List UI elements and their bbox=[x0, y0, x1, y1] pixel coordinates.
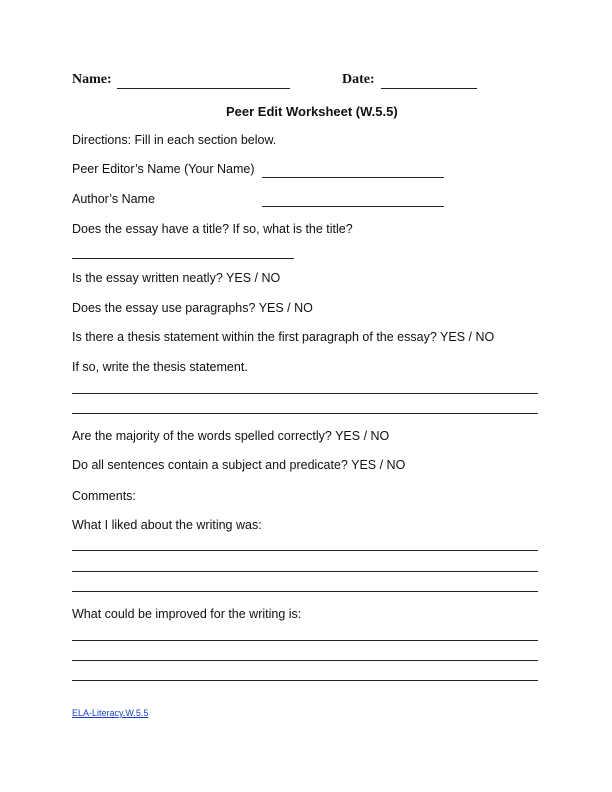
paragraphs-question: Does the essay use paragraphs? YES / NO bbox=[72, 301, 313, 315]
name-label: Name: bbox=[72, 72, 112, 87]
peer-editor-label: Peer Editor’s Name (Your Name) bbox=[72, 162, 255, 176]
thesis-question: Is there a thesis statement within the first paragraph of the essay? YES / NO bbox=[72, 330, 495, 344]
spelling-question: Are the majority of the words spelled correctly? YES / NO bbox=[72, 429, 390, 443]
improve-answer-line-1[interactable] bbox=[72, 640, 538, 641]
liked-prompt: What I liked about the writing was: bbox=[72, 518, 262, 532]
liked-answer-line-1[interactable] bbox=[72, 550, 538, 551]
date-blank[interactable] bbox=[381, 88, 477, 89]
improve-answer-line-3[interactable] bbox=[72, 680, 538, 681]
standard-link[interactable]: ELA-Literacy.W.5.5 bbox=[72, 708, 149, 718]
author-blank[interactable] bbox=[262, 206, 444, 207]
title-answer-blank[interactable] bbox=[72, 258, 294, 259]
comments-label: Comments: bbox=[72, 489, 136, 503]
directions-text: Directions: Fill in each section below. bbox=[72, 133, 277, 147]
liked-answer-line-2[interactable] bbox=[72, 571, 538, 572]
date-label: Date: bbox=[342, 72, 375, 87]
page-title: Peer Edit Worksheet (W.5.5) bbox=[226, 104, 398, 119]
title-question: Does the essay have a title? If so, what is the title? bbox=[72, 222, 353, 236]
liked-answer-line-3[interactable] bbox=[72, 591, 538, 592]
sentences-question: Do all sentences contain a subject and predicate? YES / NO bbox=[72, 458, 406, 472]
thesis-prompt: If so, write the thesis statement. bbox=[72, 360, 248, 374]
improve-prompt: What could be improved for the writing is: bbox=[72, 607, 302, 621]
improve-answer-line-2[interactable] bbox=[72, 660, 538, 661]
author-label: Author’s Name bbox=[72, 192, 155, 206]
neat-question: Is the essay written neatly? YES / NO bbox=[72, 271, 281, 285]
name-blank[interactable] bbox=[117, 88, 290, 89]
thesis-answer-line-1[interactable] bbox=[72, 393, 538, 394]
thesis-answer-line-2[interactable] bbox=[72, 413, 538, 414]
peer-editor-blank[interactable] bbox=[262, 177, 444, 178]
